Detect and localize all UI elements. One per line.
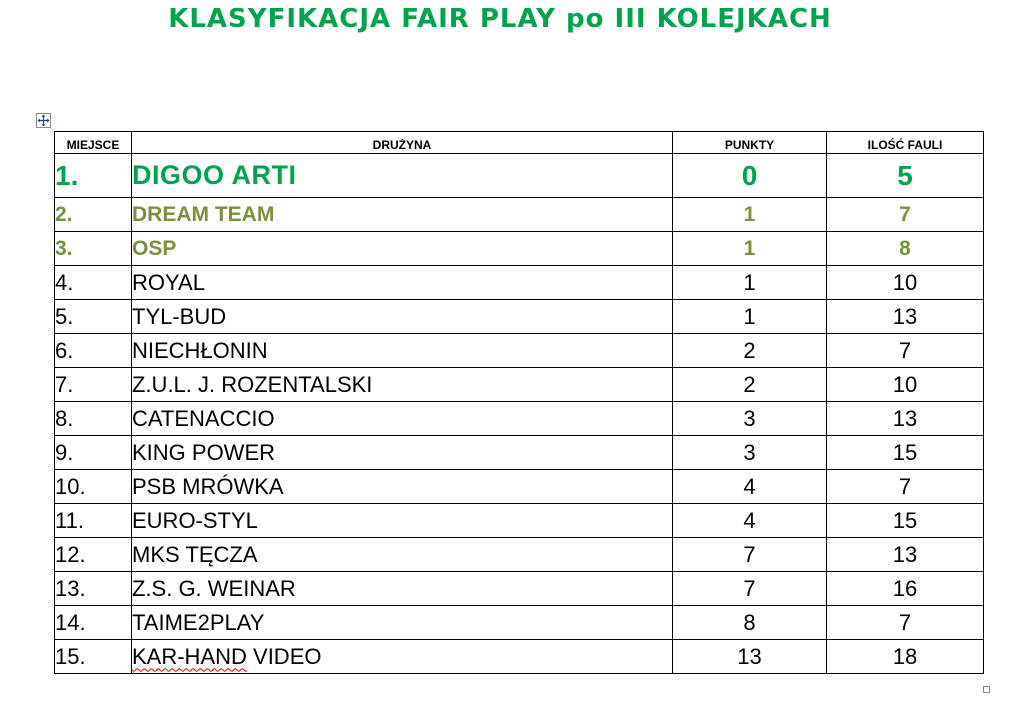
points-cell: 2 xyxy=(673,368,827,402)
fouls-cell: 5 xyxy=(827,154,984,198)
place-cell: 2. xyxy=(55,198,132,232)
table-row xyxy=(55,436,984,470)
place-cell: 6. xyxy=(55,334,132,368)
place-cell: 5. xyxy=(55,300,132,334)
fouls-cell: 8 xyxy=(827,232,984,266)
points-cell: 0 xyxy=(673,154,827,198)
fouls-cell: 7 xyxy=(827,334,984,368)
team-cell: MKS TĘCZA xyxy=(132,538,673,572)
place-cell: 14. xyxy=(55,606,132,640)
fouls-cell: 7 xyxy=(827,198,984,232)
fouls-cell: 13 xyxy=(827,300,984,334)
fouls-cell: 15 xyxy=(827,436,984,470)
points-cell: 2 xyxy=(673,334,827,368)
points-cell: 7 xyxy=(673,538,827,572)
points-cell: 8 xyxy=(673,606,827,640)
points-cell: 13 xyxy=(673,640,827,674)
team-name-suffix: VIDEO xyxy=(246,643,322,669)
points-cell: 7 xyxy=(673,572,827,606)
table-row xyxy=(55,334,984,368)
place-cell: 11. xyxy=(55,504,132,538)
fouls-cell: 16 xyxy=(827,572,984,606)
move-arrows-icon xyxy=(37,114,50,127)
table-resize-handle[interactable] xyxy=(983,686,990,693)
fouls-cell: 18 xyxy=(827,640,984,674)
place-cell: 9. xyxy=(55,436,132,470)
header-team: DRUŻYNA xyxy=(132,132,673,154)
points-cell: 3 xyxy=(673,436,827,470)
table-move-handle-icon[interactable] xyxy=(36,113,51,128)
table-row xyxy=(55,470,984,504)
header-points: PUNKTY xyxy=(673,132,827,154)
team-cell: Z.U.L. J. ROZENTALSKI xyxy=(132,368,673,402)
header-fouls: ILOŚĆ FAULI xyxy=(827,132,984,154)
fouls-cell: 10 xyxy=(827,368,984,402)
table-row xyxy=(55,572,984,606)
fouls-cell: 13 xyxy=(827,538,984,572)
place-cell: 1. xyxy=(55,154,132,198)
page-title: KLASYFIKACJA FAIR PLAY po III KOLEJKACH xyxy=(168,4,832,34)
points-cell: 1 xyxy=(673,300,827,334)
table-row xyxy=(55,402,984,436)
place-cell: 10. xyxy=(55,470,132,504)
table-row xyxy=(55,266,984,300)
place-cell: 13. xyxy=(55,572,132,606)
team-cell: Z.S. G. WEINAR xyxy=(132,572,673,606)
table-row xyxy=(55,538,984,572)
place-cell: 15. xyxy=(55,640,132,674)
team-cell: DIGOO ARTI xyxy=(132,154,673,198)
place-cell: 7. xyxy=(55,368,132,402)
fair-play-table xyxy=(54,131,984,674)
points-cell: 3 xyxy=(673,402,827,436)
place-cell: 4. xyxy=(55,266,132,300)
spellcheck-underlined-word: KAR-HAND xyxy=(132,643,247,669)
fouls-cell: 7 xyxy=(827,606,984,640)
team-cell: CATENACCIO xyxy=(132,402,673,436)
points-cell: 1 xyxy=(673,232,827,266)
team-cell: EURO-STYL xyxy=(132,504,673,538)
table-row xyxy=(55,154,984,198)
fouls-cell: 7 xyxy=(827,470,984,504)
points-cell: 1 xyxy=(673,198,827,232)
table-row xyxy=(55,198,984,232)
table-header-row xyxy=(55,132,984,154)
team-cell xyxy=(132,640,673,674)
points-cell: 4 xyxy=(673,470,827,504)
points-cell: 4 xyxy=(673,504,827,538)
place-cell: 8. xyxy=(55,402,132,436)
table-row xyxy=(55,606,984,640)
place-cell: 12. xyxy=(55,538,132,572)
table-row xyxy=(55,640,984,674)
points-cell: 1 xyxy=(673,266,827,300)
team-cell: KING POWER xyxy=(132,436,673,470)
table-row xyxy=(55,504,984,538)
place-cell: 3. xyxy=(55,232,132,266)
team-cell: TYL-BUD xyxy=(132,300,673,334)
fouls-cell: 10 xyxy=(827,266,984,300)
team-cell: OSP xyxy=(132,232,673,266)
table-row xyxy=(55,300,984,334)
table-row xyxy=(55,232,984,266)
header-place: MIEJSCE xyxy=(55,132,132,154)
team-cell: PSB MRÓWKA xyxy=(132,470,673,504)
fouls-cell: 15 xyxy=(827,504,984,538)
team-cell: ROYAL xyxy=(132,266,673,300)
team-cell: TAIME2PLAY xyxy=(132,606,673,640)
fouls-cell: 13 xyxy=(827,402,984,436)
team-cell: DREAM TEAM xyxy=(132,198,673,232)
team-cell: NIECHŁONIN xyxy=(132,334,673,368)
table-row xyxy=(55,368,984,402)
